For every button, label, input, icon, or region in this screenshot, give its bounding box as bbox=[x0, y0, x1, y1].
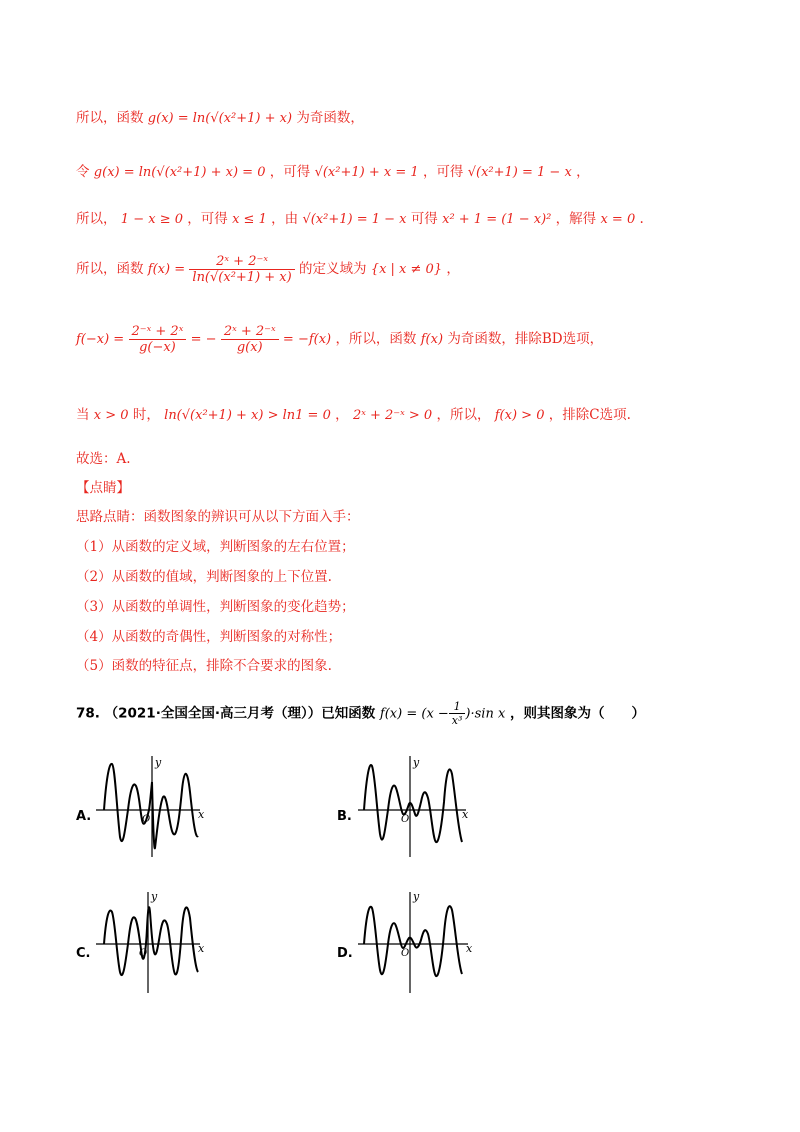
numerator: 2⁻ˣ + 2ˣ bbox=[129, 324, 187, 340]
y-label: y bbox=[413, 756, 420, 769]
math: √(x²+1) = 1 − x bbox=[467, 165, 572, 180]
math: √(x²+1) + x = 1 bbox=[314, 165, 419, 180]
origin-label: O bbox=[142, 814, 151, 825]
text: ，可得 bbox=[422, 164, 464, 180]
tip-intro: 思路点睛：函数图象的辨识可从以下方面入手： bbox=[76, 509, 360, 525]
text: 令 bbox=[76, 164, 90, 180]
math: √(x²+1) = 1 − x bbox=[302, 212, 407, 227]
math: = −f(x) bbox=[282, 332, 332, 347]
denominator: x³ bbox=[451, 714, 463, 727]
option-c-graph[interactable] bbox=[92, 888, 212, 998]
text: 可得 bbox=[410, 211, 438, 227]
denominator: g(x) bbox=[236, 340, 263, 355]
option-c-label[interactable]: C. bbox=[76, 946, 91, 961]
math: g(x) = ln(√(x²+1) + x) = 0 bbox=[93, 165, 266, 180]
numerator: 2ˣ + 2⁻ˣ bbox=[189, 254, 294, 270]
question-source: （2021·全国全国·高三月考（理））已知函数 bbox=[104, 705, 376, 722]
text: ， bbox=[335, 407, 349, 423]
solution-line-1 bbox=[76, 106, 364, 126]
denominator: g(−x) bbox=[139, 340, 176, 355]
curve bbox=[364, 765, 462, 842]
solution-line-5 bbox=[76, 324, 603, 355]
text: 的定义域为 bbox=[299, 261, 367, 277]
origin-label: O bbox=[401, 814, 410, 825]
curve bbox=[364, 906, 462, 976]
text: ，由 bbox=[271, 211, 299, 227]
solution-line-6 bbox=[76, 403, 631, 423]
origin-label: O bbox=[401, 948, 410, 959]
y-label: y bbox=[155, 756, 162, 769]
text: 时， bbox=[132, 407, 160, 423]
math: ln(√(x²+1) + x) > ln1 = 0 bbox=[164, 408, 331, 423]
math: x² + 1 = (1 − x)² bbox=[442, 212, 552, 227]
option-a-graph[interactable] bbox=[92, 752, 212, 862]
solution-line-2 bbox=[76, 160, 590, 180]
fraction bbox=[221, 324, 279, 355]
text: 所以， bbox=[76, 211, 117, 227]
text: ，可得 bbox=[187, 211, 228, 227]
y-label: y bbox=[151, 890, 158, 903]
tip-item: （5）函数的特征点，排除不合要求的图象. bbox=[76, 658, 332, 674]
option-b-graph[interactable] bbox=[354, 752, 474, 862]
fraction bbox=[449, 700, 466, 727]
text: ，解得 bbox=[555, 211, 597, 227]
curve bbox=[104, 764, 198, 848]
math: f(x) > 0 bbox=[494, 408, 545, 423]
option-d-graph[interactable] bbox=[354, 888, 479, 998]
math: x = 0 bbox=[600, 212, 636, 227]
text: ，排除C选项. bbox=[548, 407, 631, 423]
math: = − bbox=[190, 332, 217, 347]
denominator: ln(√(x²+1) + x) bbox=[192, 270, 292, 285]
option-b-label[interactable]: B. bbox=[337, 809, 352, 824]
text: ，可得 bbox=[269, 164, 311, 180]
y-label: y bbox=[413, 890, 420, 903]
text: 所以，函数 bbox=[76, 110, 144, 126]
tip-header: 【点睛】 bbox=[76, 480, 130, 496]
text: 所以，函数 bbox=[76, 261, 144, 277]
math: f(x) = bbox=[147, 262, 186, 277]
option-a-label[interactable]: A. bbox=[76, 809, 92, 824]
tip-item: （1）从函数的定义域，判断图象的左右位置； bbox=[76, 539, 355, 555]
solution-line-3 bbox=[76, 207, 644, 227]
numerator: 1 bbox=[449, 700, 466, 714]
origin-label: O bbox=[139, 948, 148, 959]
text: ，所以， bbox=[436, 407, 491, 423]
x-label: x bbox=[198, 808, 205, 821]
math: f(x) = (x − bbox=[379, 706, 449, 722]
math: 2ˣ + 2⁻ˣ > 0 bbox=[352, 408, 433, 423]
x-label: x bbox=[466, 942, 473, 955]
question-78 bbox=[76, 700, 645, 727]
text: ，所以，函数 bbox=[335, 331, 417, 347]
x-label: x bbox=[462, 808, 469, 821]
math-g-def: g(x) = ln(√(x²+1) + x) bbox=[147, 111, 293, 126]
fraction bbox=[189, 254, 294, 285]
text: . bbox=[639, 211, 644, 227]
choose-answer: 故选：A. bbox=[76, 451, 131, 467]
text: 当 bbox=[76, 407, 90, 423]
tip-item: （2）从函数的值域，判断图象的上下位置. bbox=[76, 569, 332, 585]
math: x > 0 bbox=[93, 408, 129, 423]
math: x ≤ 1 bbox=[232, 212, 267, 227]
fraction bbox=[129, 324, 187, 355]
text: 为奇函数， bbox=[296, 110, 364, 126]
math: 1 − x ≥ 0 bbox=[120, 212, 183, 227]
math: f(−x) = bbox=[76, 332, 125, 347]
text: 为奇函数，排除BD选项， bbox=[447, 331, 604, 347]
text: ， bbox=[446, 261, 460, 277]
solution-line-4 bbox=[76, 254, 460, 285]
question-number: 78. bbox=[76, 705, 100, 722]
option-d-label[interactable]: D. bbox=[337, 946, 353, 961]
text: ， bbox=[576, 164, 590, 180]
x-label: x bbox=[198, 942, 205, 955]
math: f(x) bbox=[420, 332, 444, 347]
tip-item: （3）从函数的单调性，判断图象的变化趋势； bbox=[76, 599, 355, 615]
curve bbox=[104, 907, 198, 975]
math: )·sin x bbox=[465, 706, 506, 722]
question-tail: ，则其图象为（ ） bbox=[510, 705, 645, 722]
numerator: 2ˣ + 2⁻ˣ bbox=[221, 324, 279, 340]
tip-item: （4）从函数的奇偶性，判断图象的对称性； bbox=[76, 629, 342, 645]
math-domain-set: {x | x ≠ 0} bbox=[370, 262, 443, 277]
